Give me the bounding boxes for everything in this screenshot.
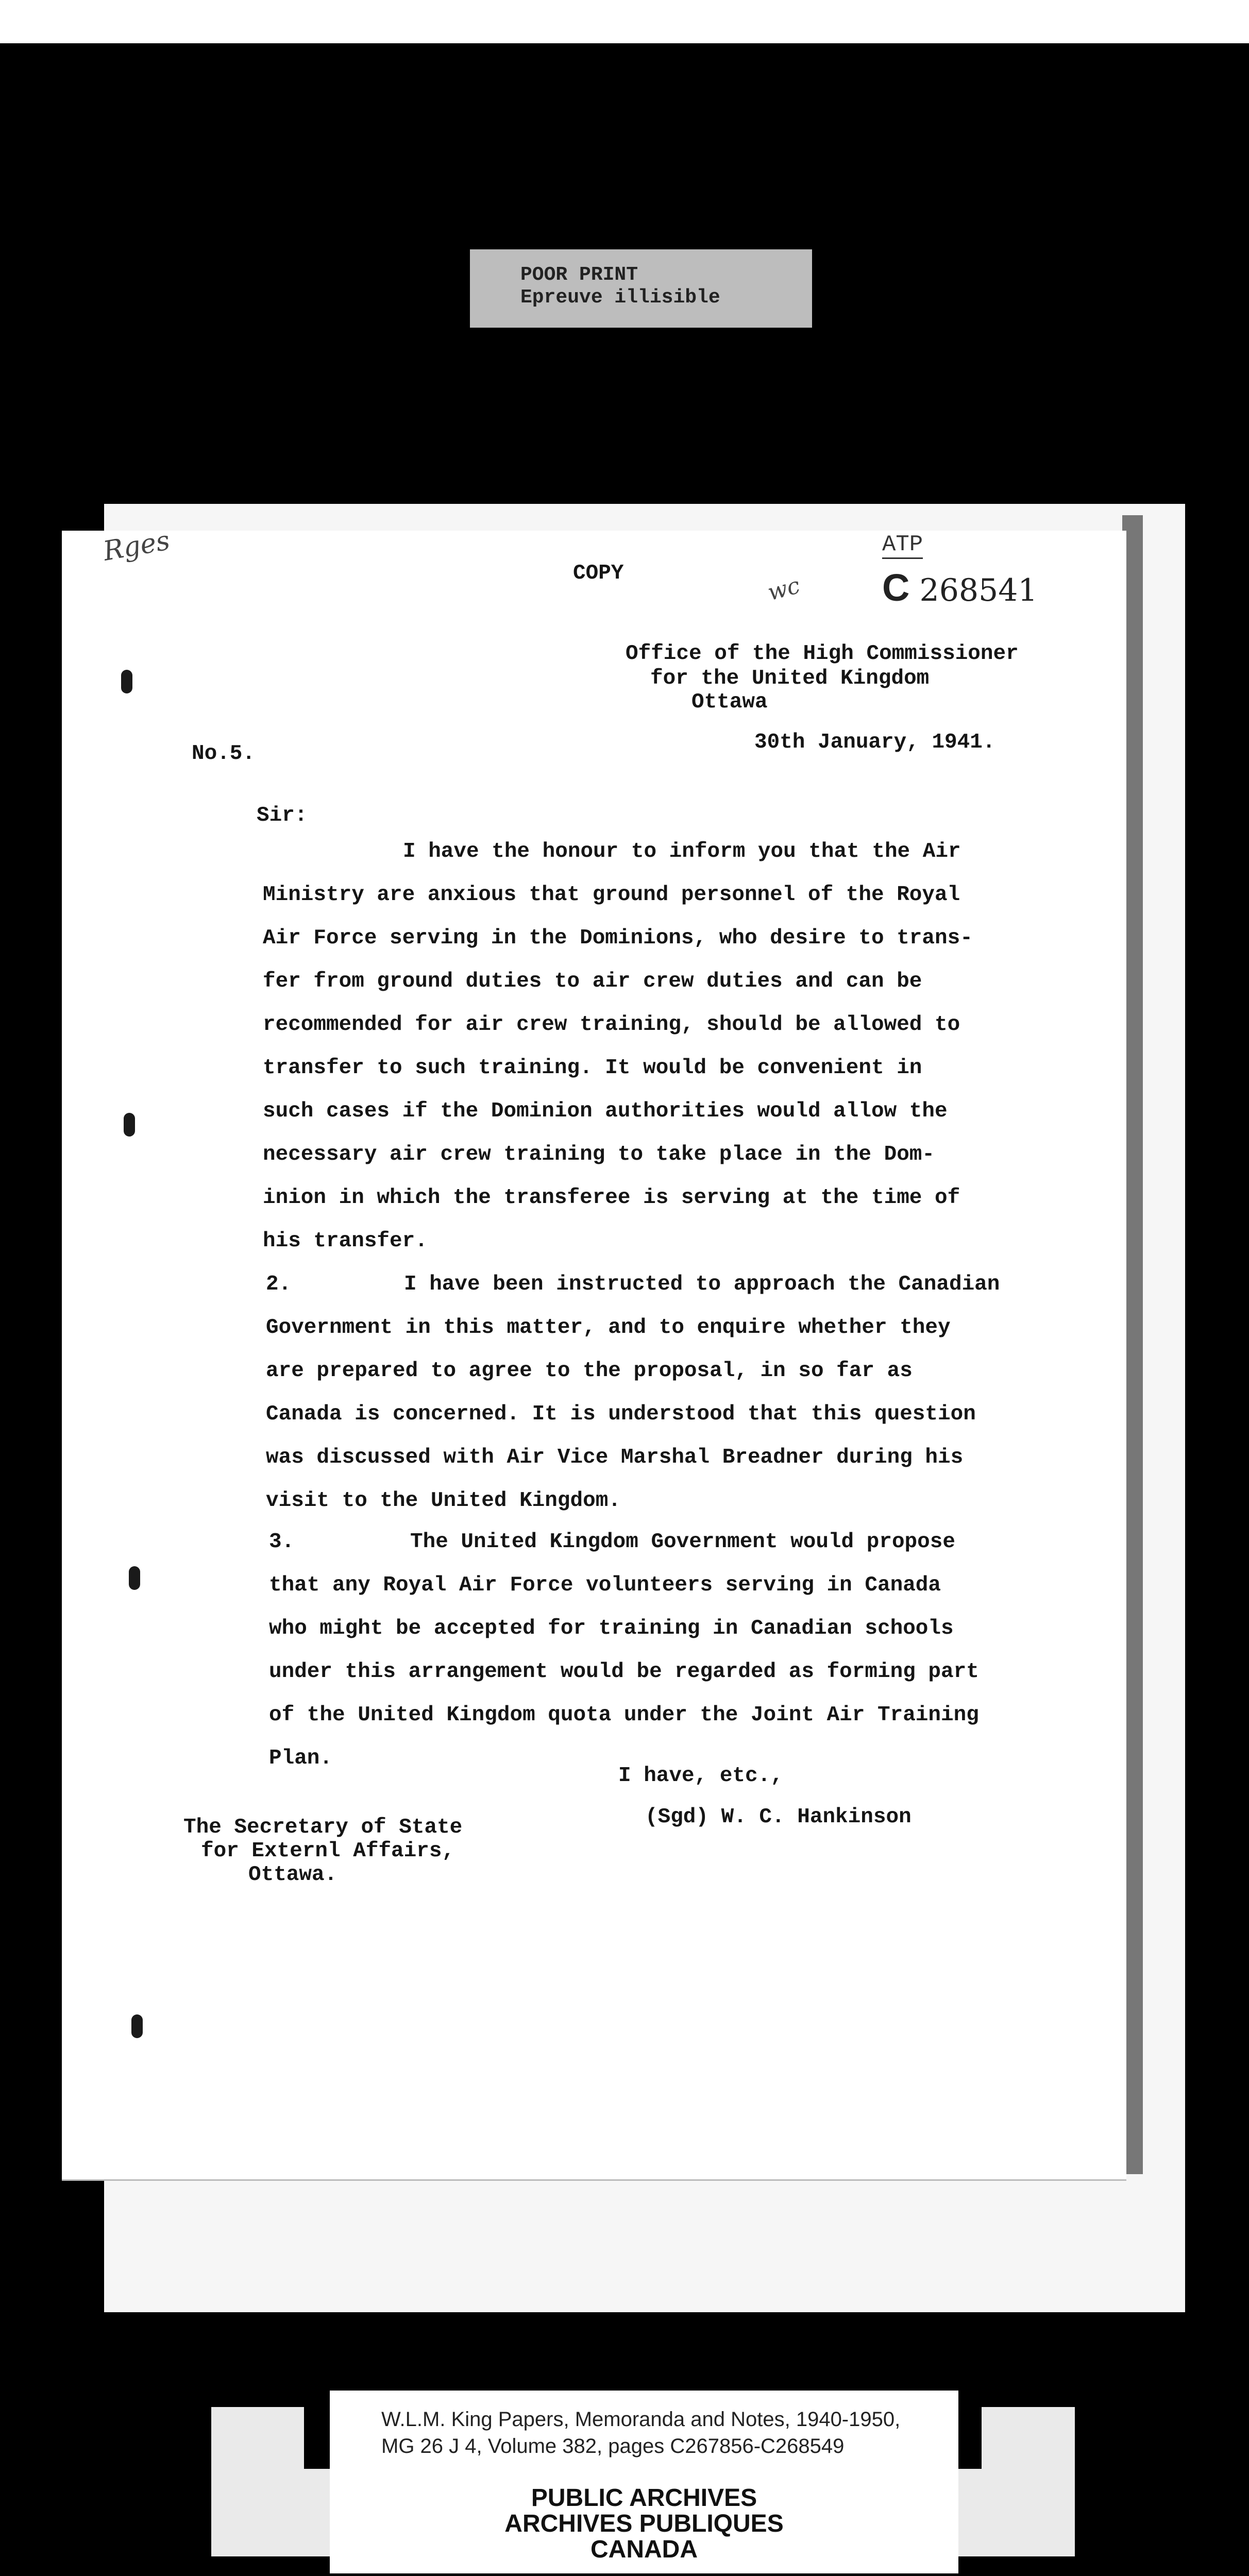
card-notch: [304, 2407, 330, 2469]
salutation: Sir:: [257, 804, 308, 827]
paragraph-line: are prepared to agree to the proposal, in so far as: [266, 1359, 913, 1383]
signature: (Sgd) W. C. Hankinson: [645, 1805, 912, 1829]
paragraph-line: Canada is concerned. It is understood that this question: [266, 1402, 976, 1426]
card-notch: [956, 2407, 982, 2469]
top-film-border: [0, 0, 1249, 43]
paragraph-line: necessary air crew training to take place in the Dom-: [263, 1143, 935, 1166]
punch-hole: [121, 670, 132, 693]
reference-number: 268541: [919, 572, 1038, 608]
closing: I have, etc.,: [618, 1764, 783, 1788]
paragraph-line: his transfer.: [263, 1229, 428, 1253]
archive-name-line-3: CANADA: [590, 2536, 698, 2563]
archive-name-line-1: PUBLIC ARCHIVES: [531, 2484, 757, 2512]
paragraph-line: fer from ground duties to air crew duties and can be: [263, 970, 922, 993]
recipient-line-2: for Externl Affairs,: [201, 1839, 455, 1863]
reference-prefix: C: [882, 566, 910, 609]
archive-citation: [381, 2406, 948, 2460]
poor-print-line-1: POOR PRINT: [520, 264, 638, 286]
paragraph-line: inion in which the transferee is serving at the time of: [263, 1186, 960, 1210]
paragraph-line: who might be accepted for training in Canadian schools: [269, 1617, 954, 1640]
handwritten-initials: wc: [765, 572, 803, 606]
atp-stamp: ATP: [882, 532, 923, 559]
paragraph-line: such cases if the Dominion authorities would allow the: [263, 1099, 948, 1123]
paragraph-line: I have the honour to inform you that the Air: [403, 840, 961, 863]
paragraph-line: Government in this matter, and to enquire whether they: [266, 1316, 951, 1340]
punch-hole: [131, 2014, 143, 2038]
sender-line-3: Ottawa: [691, 690, 768, 714]
paragraph-line: I have been instructed to approach the Canadian: [404, 1273, 1000, 1296]
paragraph-line: recommended for air crew training, should be allowed to: [263, 1013, 960, 1037]
paragraph-line: Ministry are anxious that ground personnel of the Royal: [263, 883, 960, 907]
paragraph-line: of the United Kingdom quota under the Joint Air Training: [269, 1703, 979, 1727]
archive-card: [330, 2391, 958, 2573]
paragraph-number: 2.: [266, 1273, 292, 1296]
citation-line-1: W.L.M. King Papers, Memoranda and Notes, 1940-1950,: [381, 2408, 901, 2431]
paragraph-line: was discussed with Air Vice Marshal Breadner during his: [266, 1446, 964, 1469]
poor-print-label: [470, 249, 812, 328]
archive-name-line-2: ARCHIVES PUBLIQUES: [504, 2510, 784, 2537]
recipient-line-3: Ottawa.: [248, 1863, 337, 1887]
sender-line-1: Office of the High Commissioner: [626, 642, 1019, 666]
letter-number: No.5.: [192, 742, 256, 766]
letter-page: [62, 525, 1126, 2181]
punch-hole: [124, 1113, 135, 1137]
paragraph-line: under this arrangement would be regarded as forming part: [269, 1660, 979, 1684]
handwritten-margin-note: Rges: [100, 525, 173, 567]
paragraph-line: visit to the United Kingdom.: [266, 1489, 621, 1513]
paragraph-line: The United Kingdom Government would propose: [410, 1530, 955, 1554]
paragraph-line: transfer to such training. It would be convenient in: [263, 1056, 922, 1080]
letter-heading: COPY: [573, 562, 624, 585]
letter-date: 30th January, 1941.: [754, 731, 995, 754]
reference-stamp: [882, 566, 1038, 609]
citation-line-2: MG 26 J 4, Volume 382, pages C267856-C268549: [381, 2435, 845, 2458]
punch-hole: [129, 1566, 140, 1590]
paragraph-line: Air Force serving in the Dominions, who desire to trans-: [263, 926, 973, 950]
paragraph-line: Plan.: [269, 1747, 333, 1770]
paragraph-number: 3.: [269, 1530, 295, 1554]
poor-print-line-2: Epreuve illisible: [520, 286, 720, 309]
recipient-line-1: The Secretary of State: [183, 1816, 463, 1839]
sender-line-2: for the United Kingdom: [650, 667, 930, 690]
paragraph-line: that any Royal Air Force volunteers serving in Canada: [269, 1573, 941, 1597]
